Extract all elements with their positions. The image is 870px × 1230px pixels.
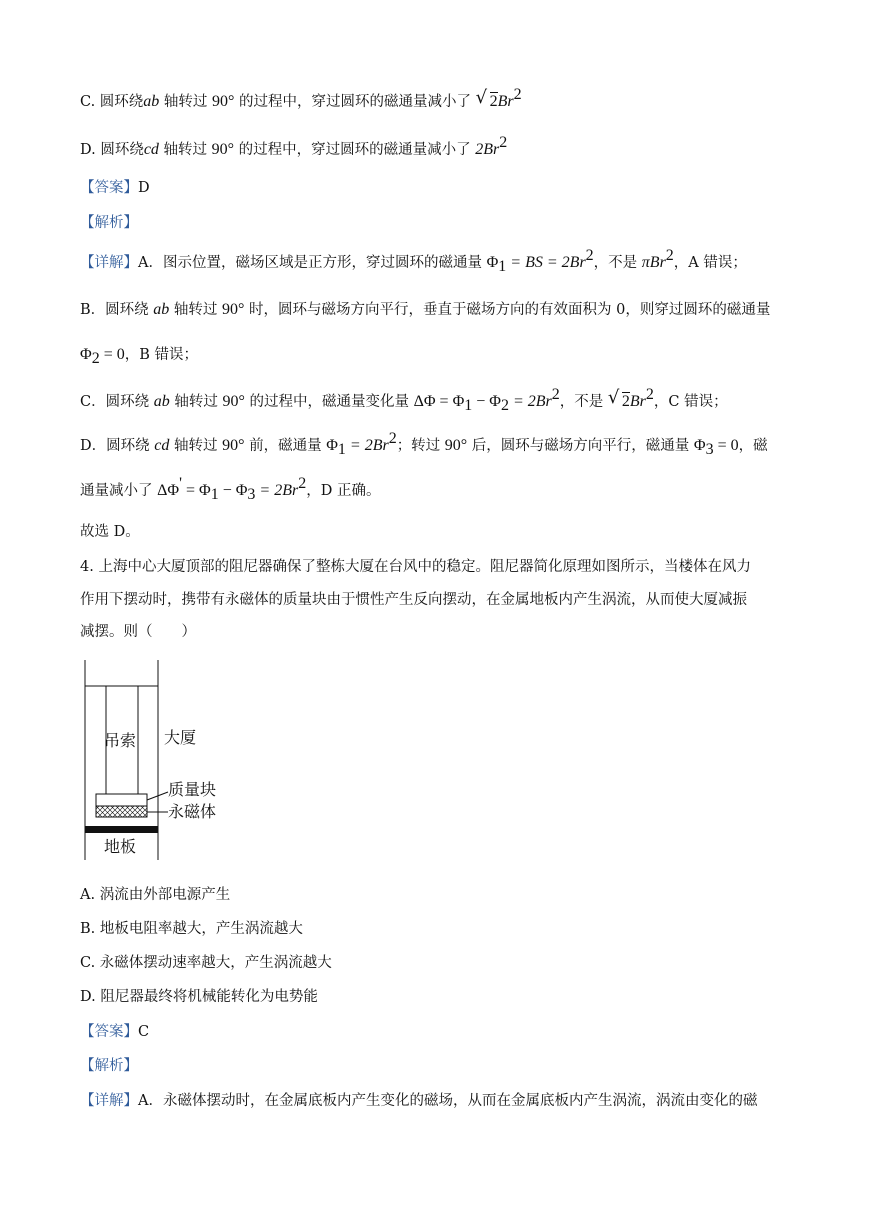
formula: Br xyxy=(629,393,646,410)
angle: 90° xyxy=(444,437,468,454)
formula: − Φ xyxy=(472,393,501,410)
option-d-text: 轴转过 xyxy=(158,142,212,158)
axis-var: cd xyxy=(143,141,159,158)
subscript: 3 xyxy=(247,486,256,503)
angle: 90° xyxy=(222,393,245,410)
mass-block xyxy=(96,794,147,806)
q4-option-a: A. 涡流由外部电源产生 xyxy=(80,887,231,903)
option-c-text: 的过程中，穿过圆环的磁通量减小了 xyxy=(234,94,476,110)
detail-text: ，C 错误； xyxy=(653,394,728,410)
exponent: 2 xyxy=(513,86,522,103)
detail-text: ，D 正确。 xyxy=(306,483,381,499)
detail-text: ，不是 xyxy=(593,255,642,271)
detail-text: 的过程中，磁通量变化量 xyxy=(244,394,414,410)
label-floor: 地板 xyxy=(104,837,137,856)
q4-option-d: D. 阻尼器最终将机械能转化为电势能 xyxy=(80,989,318,1005)
exponent: 2 xyxy=(645,386,654,403)
detail-text: ，不是 xyxy=(559,394,608,410)
q3-conclusion: 故选 D。 xyxy=(80,524,140,540)
formula: = 2Br xyxy=(255,482,299,499)
option-d-text: 的过程中，穿过圆环的磁通量减小了 xyxy=(234,142,476,158)
formula: ΔΦ = Φ xyxy=(413,393,465,410)
axis-var: ab xyxy=(153,393,170,410)
detail-d-2 xyxy=(80,475,381,503)
phi: Φ xyxy=(486,254,499,271)
formula: = 2Br xyxy=(508,393,552,410)
detail-text: ，A 错误； xyxy=(673,255,747,271)
exponent: 2 xyxy=(551,386,560,403)
q4-analysis-tag: 【解析】 xyxy=(80,1058,138,1074)
exponent: 2 xyxy=(499,134,508,151)
phi: Φ xyxy=(693,437,706,454)
detail-text: 轴转过 xyxy=(169,438,223,454)
detail-text: 通量减小了 xyxy=(80,483,158,499)
exponent: 2 xyxy=(665,247,674,264)
detail-text: 前，磁通量 xyxy=(244,438,327,454)
detail-text: 轴转过 xyxy=(169,394,223,410)
detail-text: 轴转过 xyxy=(169,302,222,318)
label-building: 大厦 xyxy=(164,728,197,747)
option-c-text: C. 圆环绕 xyxy=(80,94,144,110)
formula: = 0 xyxy=(713,437,739,454)
subscript: 1 xyxy=(498,258,507,275)
axis-var: ab xyxy=(143,93,160,110)
option-c-text: 轴转过 xyxy=(159,94,213,110)
detail-text: ，磁 xyxy=(738,438,768,454)
exponent: 2 xyxy=(585,247,594,264)
q4-stem-3: 减摆。则（ ） xyxy=(80,624,196,640)
option-d-text: D. 圆环绕 xyxy=(80,142,144,158)
detail-text: A．图示位置，磁场区域是正方形，穿过圆环的磁通量 xyxy=(138,255,487,271)
detail-text: C．圆环绕 xyxy=(80,394,154,410)
detail-a xyxy=(80,247,747,275)
formula: = 0 xyxy=(99,346,125,363)
detail-c xyxy=(80,386,728,414)
answer-tag: 【答案】 xyxy=(80,180,138,196)
label-cable: 吊索 xyxy=(104,731,137,750)
sqrt xyxy=(476,92,498,112)
subscript: 3 xyxy=(705,441,714,458)
damper-diagram xyxy=(60,650,240,865)
answer-value: D xyxy=(138,180,150,196)
detail-text: 后，圆环与磁场方向平行，磁通量 xyxy=(467,438,694,454)
formula: 2Br xyxy=(475,141,500,158)
sqrt-radicand: 2 xyxy=(621,393,630,410)
sqrt xyxy=(608,392,630,412)
permanent-magnet xyxy=(96,806,147,817)
axis-var: ab xyxy=(153,301,170,318)
q4-detail xyxy=(80,1091,757,1111)
formula: = 2Br xyxy=(345,437,389,454)
subscript: 2 xyxy=(500,397,509,414)
q3-answer xyxy=(80,178,150,198)
exponent: 2 xyxy=(298,475,307,492)
detail-text: D．圆环绕 xyxy=(80,438,155,454)
formula: Br xyxy=(497,93,514,110)
detail-d-1 xyxy=(80,430,768,458)
formula: − Φ xyxy=(218,482,248,499)
phi: Φ xyxy=(326,437,338,454)
detail-text: A．永磁体摆动时，在金属底板内产生变化的磁场，从而在金属底板内产生涡流，涡流由变化的磁 xyxy=(138,1093,758,1109)
angle: 90° xyxy=(211,141,235,158)
angle: 90° xyxy=(221,301,245,318)
q4-option-b: B. 地板电阻率越大，产生涡流越大 xyxy=(80,921,303,937)
angle: 90° xyxy=(222,437,245,454)
detail-b-1 xyxy=(80,300,770,320)
q3-analysis-tag: 【解析】 xyxy=(80,215,138,231)
subscript: 2 xyxy=(91,350,100,367)
subscript: 1 xyxy=(337,441,346,458)
angle: 90° xyxy=(212,93,235,110)
detail-text: B．圆环绕 xyxy=(80,302,154,318)
subscript: 1 xyxy=(464,397,473,414)
phi: Φ xyxy=(80,346,92,363)
answer-tag: 【答案】 xyxy=(80,1024,138,1040)
detail-b-2 xyxy=(80,345,198,365)
option-d xyxy=(80,134,508,160)
formula: = BS = 2Br xyxy=(506,254,586,271)
sqrt-radicand: 2 xyxy=(489,93,498,110)
axis-var: cd xyxy=(154,437,170,454)
detail-text: 时，圆环与磁场方向平行，垂直于磁场方向的有效面积为 0，则穿过圆环的磁通量 xyxy=(244,302,771,318)
answer-value: C xyxy=(138,1024,150,1040)
label-mass: 质量块 xyxy=(168,780,217,799)
q4-stem-1: 4. 上海中心大厦顶部的阻尼器确保了整栋大厦在台风中的稳定。阻尼器简化原理如图所示，当楼体在风力 xyxy=(80,559,751,575)
formula: ΔΦ xyxy=(157,482,180,499)
detail-tag: 【详解】 xyxy=(80,255,138,271)
q4-answer xyxy=(80,1022,149,1042)
subscript: 1 xyxy=(210,486,219,503)
detail-text: ；转过 xyxy=(396,438,445,454)
formula: = Φ xyxy=(181,482,211,499)
detail-text: ，B 错误； xyxy=(124,347,198,363)
formula: πBr xyxy=(641,254,666,271)
exponent: 2 xyxy=(388,430,397,447)
detail-tag: 【详解】 xyxy=(80,1093,138,1109)
prime: ' xyxy=(179,475,182,492)
label-magnet: 永磁体 xyxy=(168,802,217,821)
metal-floor xyxy=(85,826,158,833)
q4-option-c: C. 永磁体摆动速率越大，产生涡流越大 xyxy=(80,955,332,971)
q4-stem-2: 作用下摆动时，携带有永磁体的质量块由于惯性产生反向摆动，在金属地板内产生涡流，从而使大厦减振 xyxy=(80,592,747,608)
option-c xyxy=(80,86,522,112)
